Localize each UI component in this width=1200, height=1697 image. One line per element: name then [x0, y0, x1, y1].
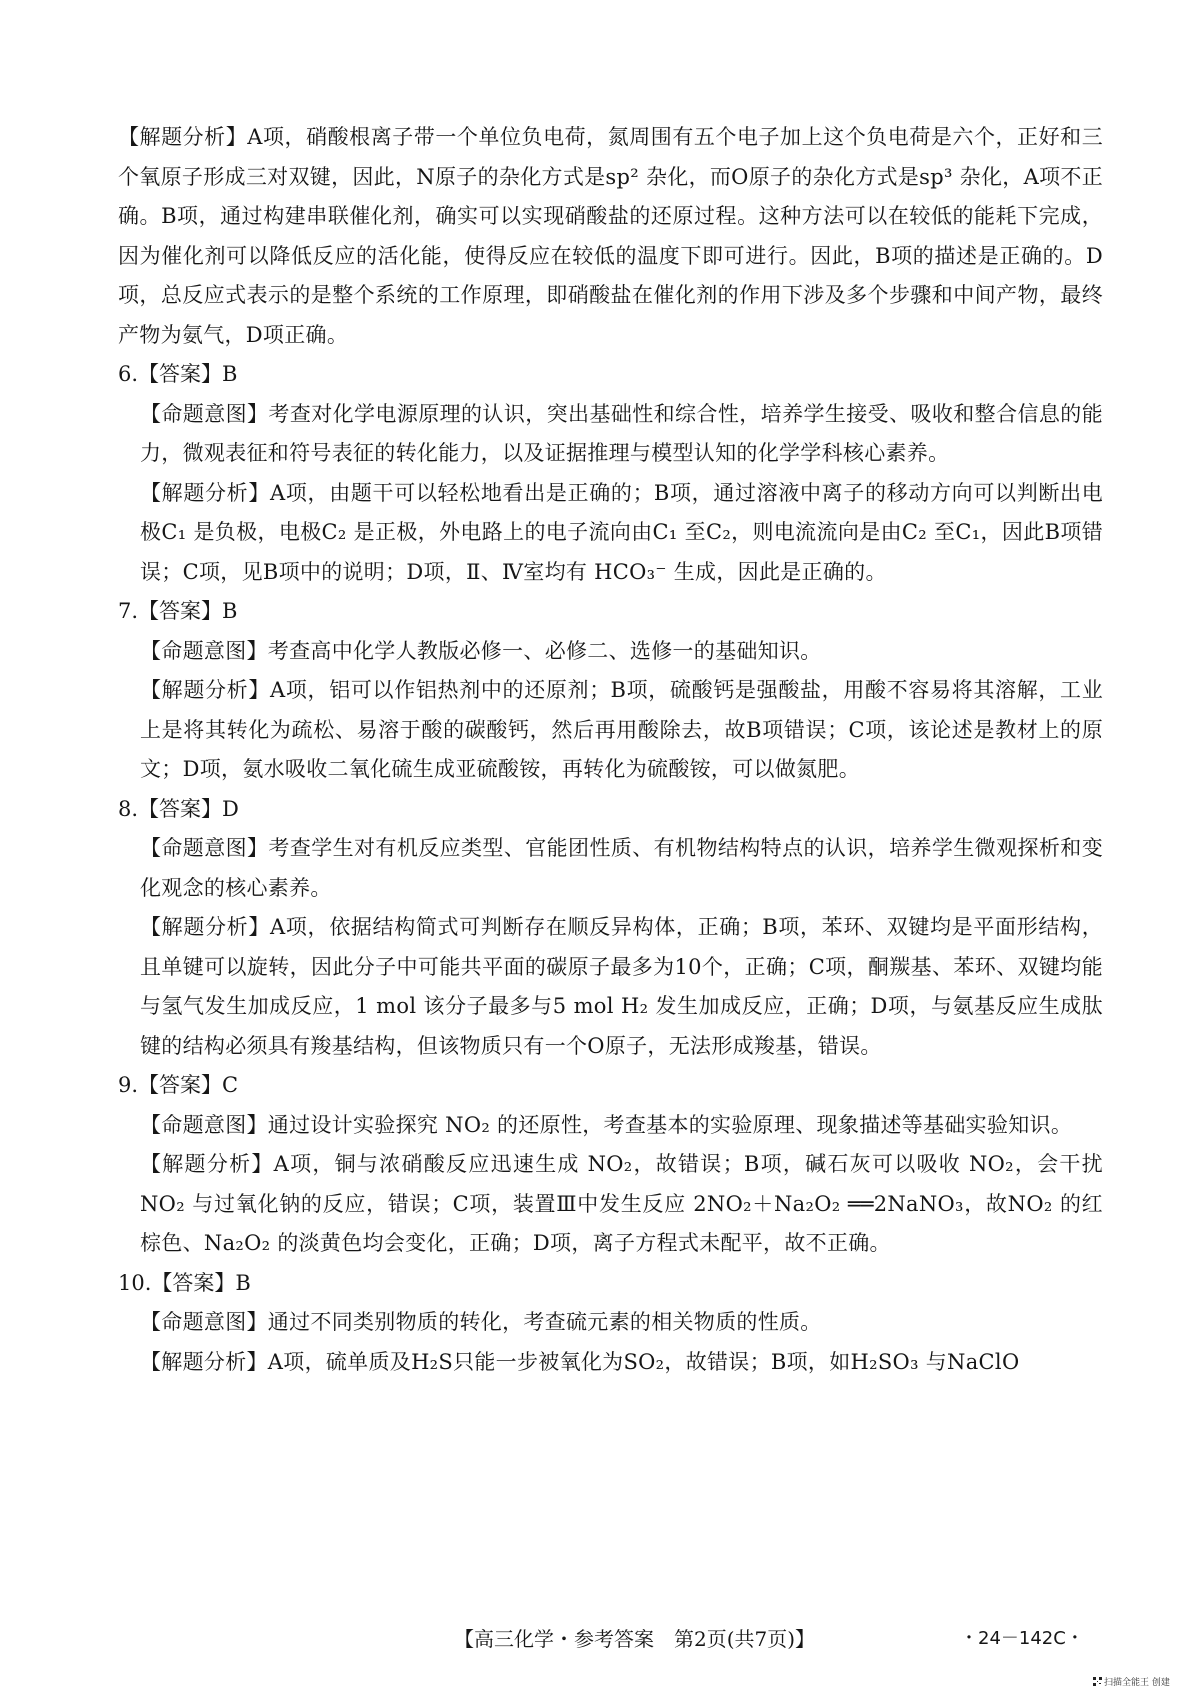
scan-watermark: 扫描全能王 创建 — [1104, 1678, 1170, 1688]
question-8-block — [118, 790, 1103, 1067]
q9-answer: 9.【答案】C — [118, 1073, 239, 1097]
q7-intent: 【命题意图】考查高中化学人教版必修一、必修二、选修一的基础知识。 — [140, 638, 822, 663]
footer-code: ・24－142C・ — [960, 1628, 1084, 1649]
q5-analysis-paragraph: 【解题分析】A项，硝酸根离子带一个单位负电荷，氮周围有五个电子加上这个负电荷是六个，正好和三个氧原子形成三对双键，因此，N原子的杂化方式是sp² 杂化，而O原子的杂化方式是sp³ 杂化，A项不正确。B项，通过构建串联催化剂，确实可以实现硝酸盐的还原过程。这种方法可以在较低的能耗下完成，因为催化剂可以降低反应的活化能，使得反应在较低的温度下即可进行。因此，B项的描述是正确的。D项，总反应式表示的是整个系统的工作原理，即硝酸盐在催化剂的作用下涉及多个步骤和中间产物，最终产物为氨气，D项正确。 — [118, 125, 1103, 347]
question-7-block — [118, 592, 1103, 790]
q10-answer: 10.【答案】B — [118, 1270, 251, 1295]
footer-title: 【高三化学・参考答案 第2页(共7页)】 — [454, 1627, 816, 1651]
question-10-block — [118, 1264, 1103, 1383]
question-6-block — [118, 355, 1103, 592]
q6-analysis: 【解题分析】A项，由题干可以轻松地看出是正确的；B项，通过溶液中离子的移动方向可以判断出电极C₁ 是负极，电极C₂ 是正极，外电路上的电子流向由C₁ 至C₂，则电流流向是由C₂ 至C₁，因此B项错误；C项，见B项中的说明；D项，Ⅱ、Ⅳ室均有 HCO₃⁻ 生成，因此是正确的。 — [140, 480, 1103, 584]
q6-answer: 6.【答案】B — [118, 362, 238, 386]
q10-intent: 【命题意图】通过不同类别物质的转化，考查硫元素的相关物质的性质。 — [140, 1310, 822, 1334]
question-9-block — [118, 1066, 1103, 1264]
q10-analysis: 【解题分析】A项，硫单质及H₂S只能一步被氧化为SO₂，故错误；B项，如H₂SO₃ 与NaClO — [140, 1349, 1020, 1374]
q7-analysis: 【解题分析】A项，铝可以作铝热剂中的还原剂；B项，硫酸钙是强酸盐，用酸不容易将其溶解，工业上是将其转化为疏松、易溶于酸的碳酸钙，然后再用酸除去，故B项错误；C项，该论述是教材上的原文；D项，氨水吸收二氧化硫生成亚硫酸铵，再转化为硫酸铵，可以做氮肥。 — [140, 678, 1103, 781]
answer-content — [118, 118, 1103, 1382]
q8-analysis: 【解题分析】A项，依据结构简式可判断存在顺反异构体，正确；B项，苯环、双键均是平面形结构，且单键可以旋转，因此分子中可能共平面的碳原子最多为10个，正确；C项，酮羰基、苯环、双键均能与氢气发生加成反应，1 mol 该分子最多与5 mol H₂ 发生加成反应，正确；D项，与氨基反应生成肽键的结构必须具有羧基结构，但该物质只有一个O原子，无法形成羧基，错误。 — [140, 915, 1103, 1058]
q8-intent: 【命题意图】考查学生对有机反应类型、官能团性质、有机物结构特点的认识，培养学生微观探析和变化观念的核心素养。 — [140, 836, 1103, 900]
q9-intent: 【命题意图】通过设计实验探究 NO₂ 的还原性，考查基本的实验原理、现象描述等基础实验知识。 — [140, 1112, 1073, 1137]
q6-intent: 【命题意图】考查对化学电源原理的认识，突出基础性和综合性，培养学生接受、吸收和整合信息的能力，微观表征和符号表征的转化能力，以及证据推理与模型认知的化学学科核心素养。 — [140, 401, 1103, 465]
qr-code-icon — [1093, 1677, 1102, 1686]
q8-answer: 8.【答案】D — [118, 796, 239, 821]
q9-analysis: 【解题分析】A项，铜与浓硝酸反应迅速生成 NO₂，故错误；B项，碱石灰可以吸收 NO₂，会干扰 NO₂ 与过氧化钠的反应，错误；C项，装置Ⅲ中发生反应 2NO₂＋Na₂O₂ ══2NaNO₃，故NO₂ 的红棕色、Na₂O₂ 的淡黄色均会变化，正确；D项，离子方程式未配平，故不正确。 — [140, 1152, 1103, 1255]
q7-answer: 7.【答案】B — [118, 599, 238, 623]
